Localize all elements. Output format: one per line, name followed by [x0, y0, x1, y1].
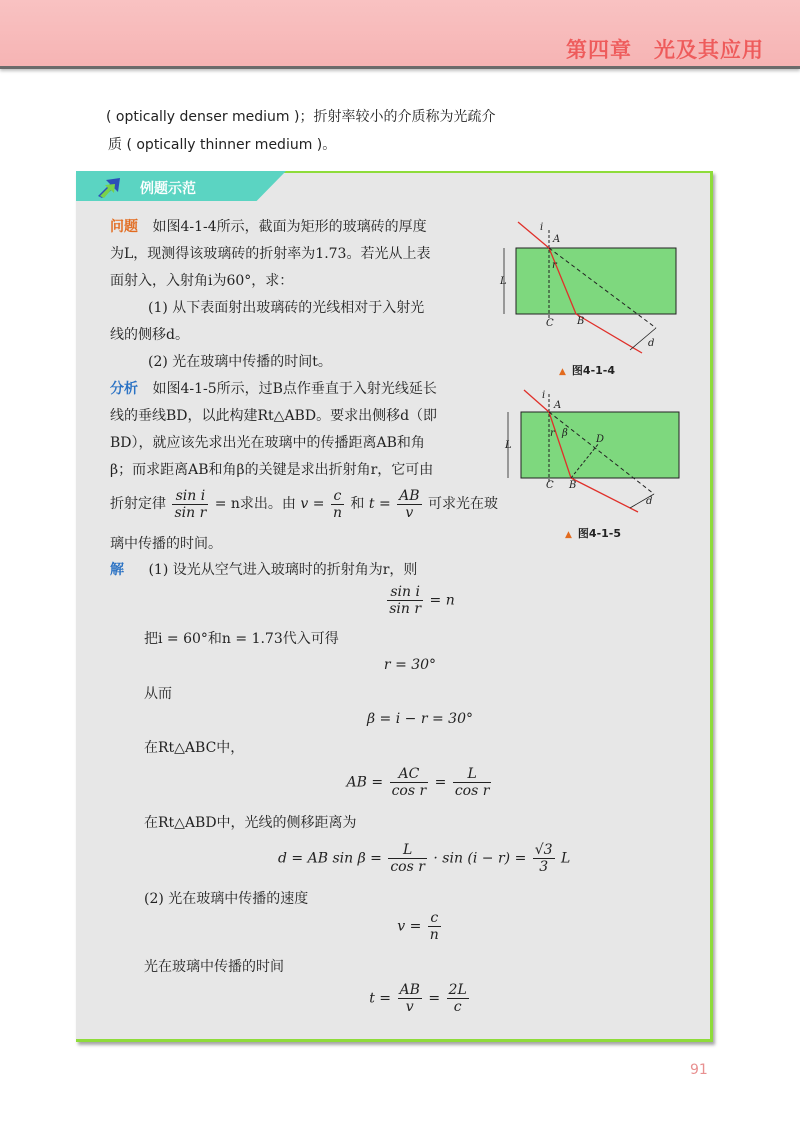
- emergent-ray: [576, 314, 642, 353]
- eq-t-den2: c: [453, 999, 462, 1015]
- fig1-label-i: i: [540, 222, 544, 233]
- solution-line-1: [110, 561, 417, 579]
- eq-snell: [360, 584, 480, 617]
- intro-line-2: 质 ( optically thinner medium )。: [108, 137, 337, 153]
- arrow-icon: [96, 176, 130, 198]
- eq-ab-den1: cos r: [391, 783, 427, 799]
- fig2-label-D: D: [596, 434, 605, 445]
- eq-t-den1: v: [405, 999, 414, 1015]
- figure-4-1-5-caption: [565, 525, 621, 541]
- eq-d-num: L: [388, 842, 427, 859]
- chapter-title: 第四章 光及其应用: [566, 38, 764, 62]
- fig2-label-B: B: [569, 480, 577, 491]
- eq-d-mid: · sin (i − r) =: [433, 850, 527, 867]
- eq-r: r = 30°: [383, 657, 437, 673]
- v-num: c: [331, 488, 344, 505]
- eq-beta: β = i − r = 30°: [367, 711, 473, 727]
- fig1-label-L: L: [500, 276, 507, 287]
- eq-t-num2: 2L: [448, 982, 467, 998]
- banner-title: 例题示范: [140, 181, 196, 197]
- solution-line-3: 从而: [144, 686, 172, 702]
- problem-text-1: 如图4-1-4所示，截面为矩形的玻璃砖的厚度: [152, 219, 427, 235]
- analysis-line-6: 璃中传播的时间。: [110, 536, 222, 552]
- eq-t-num1: AB: [399, 982, 420, 998]
- fig2-label-r: r: [550, 428, 555, 439]
- t-num: AB: [399, 487, 420, 504]
- problem-q2: (2) 光在玻璃中传播的时间t。: [148, 354, 332, 370]
- analysis-line-3: BD），就应该先求出光在玻璃中的传播距离AB和角: [110, 435, 425, 451]
- snell-num: sin i: [172, 488, 208, 505]
- fig1-label-r: r: [552, 260, 557, 271]
- fig2-label-L: L: [505, 440, 512, 451]
- fig1-label-B: B: [577, 316, 585, 327]
- eq-v: [380, 910, 460, 943]
- problem-line-2: 为L，现测得该玻璃砖的折射率为1.73。若光从上表: [110, 246, 431, 262]
- analysis-line-2: 线的垂线BD，以此构建Rt△ABD。要求出侧移d（即: [110, 408, 438, 424]
- v-den: n: [332, 504, 342, 521]
- page-number: 91: [690, 1062, 708, 1078]
- analysis-line-4: β；而求距离AB和角β的关键是求出折射角r，它可由: [110, 462, 434, 478]
- eq-v-lhs: v =: [397, 918, 422, 935]
- incident-ray: [524, 390, 549, 412]
- solution-line-7: 光在玻璃中传播的时间: [144, 959, 284, 975]
- solution-line-4: 在Rt△ABC中，: [144, 740, 245, 756]
- emergent-ray: [571, 478, 638, 512]
- glass-block: [516, 248, 676, 314]
- eq-d-den: cos r: [390, 859, 425, 875]
- problem-line-3: 面射入，入射角i为60°，求：: [110, 273, 294, 289]
- fig2-caption-text: 图4-1-5: [577, 527, 622, 540]
- fig2-label-C: C: [546, 480, 554, 491]
- t-fraction: [397, 488, 421, 521]
- fig1-label-A: A: [553, 234, 561, 245]
- eq-d-num2: √3: [534, 842, 553, 858]
- figure-4-1-4-caption: [559, 362, 615, 378]
- fig1-caption-text: 图4-1-4: [571, 364, 616, 377]
- analysis-label: 分析: [110, 381, 138, 397]
- eq-ab-den2: cos r: [454, 783, 490, 799]
- eq-ab-num1: AC: [390, 766, 429, 783]
- triangle-icon: ▲: [559, 367, 566, 377]
- glass-block: [521, 412, 679, 478]
- problem-q1-line-2: 线的侧移d。: [110, 327, 189, 343]
- eq-d-tail: L: [561, 850, 571, 867]
- fig1-label-d: d: [648, 338, 655, 349]
- fig2-label-A: A: [554, 400, 562, 411]
- eq-snell-num: sin i: [387, 584, 423, 601]
- t-den: v: [405, 504, 414, 521]
- figure-4-1-4: [496, 220, 686, 360]
- analysis-text-1: 如图4-1-5所示，过B点作垂直于入射光线延长: [152, 381, 437, 397]
- eq-ab-lhs: AB =: [346, 774, 384, 791]
- analysis-text-5c: 和: [350, 496, 365, 512]
- eq-t-lhs: t =: [369, 990, 392, 1007]
- analysis-line-5: [110, 487, 498, 521]
- eq-snell-rhs: = n: [429, 592, 455, 609]
- fig2-label-d: d: [646, 496, 653, 507]
- solution-label: 解: [110, 562, 124, 578]
- solution-line-2: 把i = 60°和n = 1.73代入可得: [144, 631, 339, 647]
- eq-ab-eq: =: [434, 774, 447, 791]
- analysis-text-5a: 折射定律: [110, 496, 166, 512]
- fig1-label-C: C: [546, 318, 554, 329]
- incident-ray: [518, 222, 549, 248]
- eq-t-eq: =: [428, 990, 441, 1007]
- v-lhs: v =: [300, 496, 325, 512]
- eq-d: [278, 842, 571, 875]
- eq-d-den2: 3: [539, 859, 549, 875]
- eq-snell-den: sin r: [389, 601, 422, 617]
- eq-ab-num2: L: [453, 766, 492, 783]
- snell-fraction: [172, 488, 208, 521]
- problem-label: 问题: [110, 219, 138, 235]
- eq-v-num: c: [428, 910, 441, 927]
- solution-line-6: (2) 光在玻璃中传播的速度: [144, 891, 309, 907]
- analysis-text-5d: 可求光在玻: [428, 496, 498, 512]
- t-lhs: t =: [368, 496, 391, 512]
- problem-q1-line-1: (1) 从下表面射出玻璃砖的光线相对于入射光: [148, 300, 425, 316]
- analysis-text-5b: = n求出。由: [214, 496, 296, 512]
- problem-line-1: [110, 218, 427, 236]
- eq-d-lhs: d = AB sin β =: [278, 850, 382, 867]
- figure-4-1-5: [496, 388, 686, 518]
- eq-v-den: n: [429, 927, 439, 943]
- solution-text-1: (1) 设光从空气进入玻璃时的折射角为r，则: [148, 562, 418, 578]
- v-fraction: [331, 488, 344, 521]
- fig2-label-i: i: [542, 390, 546, 401]
- solution-line-5: 在Rt△ABD中，光线的侧移距离为: [144, 815, 357, 831]
- snell-den: sin r: [174, 504, 207, 521]
- triangle-icon: ▲: [565, 530, 572, 540]
- fig2-label-beta: β: [562, 428, 568, 439]
- eq-ab: [340, 766, 500, 799]
- intro-line-1: ( optically denser medium )；折射率较小的介质称为光疏介: [106, 109, 496, 125]
- eq-t: [355, 982, 485, 1015]
- analysis-line-1: [110, 380, 437, 398]
